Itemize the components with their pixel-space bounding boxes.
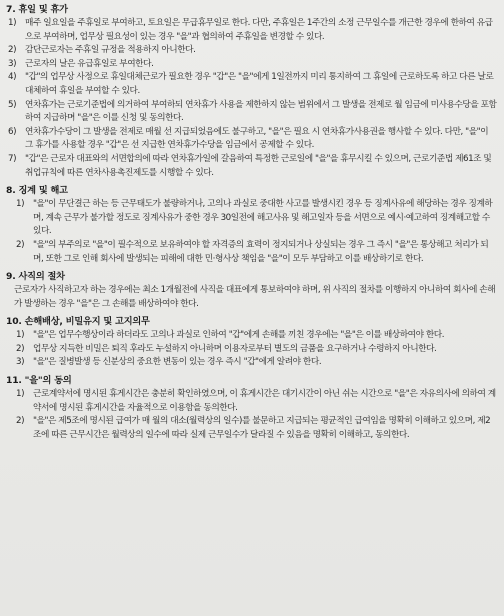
clause-number: 5) xyxy=(8,99,17,110)
clause-text: 연차휴가는 근로기준법에 의거하여 부여하되 연차휴가 사용을 제한하지 않는 범위에서 그 발생을 전제로 월 임금에 미사용수당을 포함하여 지급하며 "을"은 이를 신청 및 동의한다. xyxy=(25,99,497,124)
clause-number: 2) xyxy=(16,343,25,354)
section-discipline xyxy=(6,184,498,266)
clause-number: 2) xyxy=(16,239,25,250)
section-holidays xyxy=(6,3,498,180)
clause-text: "을"의 부주의로 "을"이 필수적으로 보유하여야 할 자격증의 효력이 정지되거나 상실되는 경우 그 즉시 "을"은 통상해고 처리가 되며, 또한 그로 인해 회사에 발생되는 피해에 대한 민·형사상 책임을 "을"이 모두 부담하고 이를 배상하기로 한다. xyxy=(33,239,489,264)
clause xyxy=(6,239,498,266)
clause xyxy=(6,17,498,44)
clause-text: "갑"은 근로자 대표와의 서면합의에 따라 연차휴가일에 갈음하여 특정한 근로일에 "을"을 휴무시킬 수 있으며, 근로기준법 제61조 및 취업규칙에 따른 연차사용촉진제도를 시행할 수 있다. xyxy=(25,153,492,178)
clause-number: 3) xyxy=(16,357,25,368)
clause-text: 근로계약서에 명시된 휴게시간은 충분히 확인하였으며, 이 휴게시간은 대기시간이 아닌 쉬는 시간으로 "을"은 자유의사에 의하여 계약서에 명시된 휴게시간을 자율적으로 이용함을 동의한다. xyxy=(33,389,496,413)
clause-text: "을"은 제5조에 명시된 급여가 매 월의 대소(월력상의 일수)를 불문하고 지급되는 평균적인 급여임을 명확히 이해하고 있으며, 제2조에 따른 근무시간은 월력상의 일수에 따라 실제 근무일수가 달라질 수 있음을 명확히 이해하고, 동의한다. xyxy=(33,416,491,440)
clause-number: 1) xyxy=(16,389,25,400)
clause-text: "갑"의 업무상 사정으로 휴일대체근로가 필요한 경우 "갑"은 "을"에게 1일전까지 미리 통지하여 그 휴일에 근로하도록 하고 다른 날로 대체하여 휴일을 부여할 수 있다. xyxy=(25,72,494,96)
clause-text: 매주 일요일을 주휴일로 부여하고, 토요일은 무급휴무일로 한다. 다만, 주휴일은 1주간의 소정 근무일수를 개근한 경우에 한하여 유급으로 부여하며, 업무상 필요성이 있는 경우 "을"과 협의하여 주휴일을 변경할 수 있다. xyxy=(25,18,493,42)
clause xyxy=(6,198,498,239)
clause-number: 7) xyxy=(8,153,17,164)
clause xyxy=(6,44,498,58)
section-title: 10. 손해배상, 비밀유지 및 고지의무 xyxy=(6,316,150,328)
clause xyxy=(6,329,498,343)
clause-number: 6) xyxy=(8,126,17,137)
clause-text: "을"은 업무수행상이라 하더라도 고의나 과실로 인하여 "갑"에게 손해를 끼친 경우에는 "을"은 이를 배상하여야 한다. xyxy=(33,330,445,341)
clause-number: 3) xyxy=(8,58,17,69)
clause-text: 근로자의 날은 유급휴일로 부여한다. xyxy=(25,58,154,69)
clause-number: 1) xyxy=(16,199,25,210)
section-consent xyxy=(6,374,498,442)
section-title: 7. 휴일 및 휴가 xyxy=(6,4,68,15)
clause-text: "을"은 질병발생 등 신분상의 중요한 변동이 있는 경우 즉시 "갑"에게 알려야 한다. xyxy=(33,357,322,368)
clause xyxy=(6,415,498,442)
clause xyxy=(6,99,498,126)
clause-number: 4) xyxy=(8,72,17,83)
clause xyxy=(6,356,498,370)
section-title: 8. 징계 및 해고 xyxy=(6,185,68,197)
section-title: 11. "을"의 동의 xyxy=(6,375,72,387)
clause-number: 2) xyxy=(16,416,25,427)
clause xyxy=(6,126,498,153)
clause-text: 감단근로자는 주휴일 규정을 적용하지 아니한다. xyxy=(25,45,196,56)
clause xyxy=(6,343,498,357)
clause-text: 업무상 지득한 비밀은 퇴직 후라도 누설하지 아니하며 이용자로부터 별도의 금품을 요구하거나 수령하지 아니한다. xyxy=(33,343,437,354)
clause-text: "을"이 무단결근 하는 등 근무태도가 불량하거나, 고의나 과실로 중대한 사고를 발생시킨 경우 등 징계사유에 해당하는 경우 징계하며, 계속 근무가 불가할 정도로 징계사유가 중한 경우 30일전에 해고사유 및 해고일자 등을 서면으로 예시·예고하여 징계해고할 수 있다. xyxy=(33,199,493,237)
clause xyxy=(6,71,498,98)
clause-number: 1) xyxy=(16,330,25,341)
section-title: 9. 사직의 절차 xyxy=(6,271,65,283)
clause-number: 1) xyxy=(8,18,17,28)
clause-number: 2) xyxy=(8,45,17,56)
clause xyxy=(6,153,498,180)
clause xyxy=(6,58,498,72)
section-damages xyxy=(6,315,498,370)
clause xyxy=(6,388,498,415)
section-resignation xyxy=(6,270,498,311)
clause-text: 연차휴가수당이 그 발생을 전제로 매월 선 지급되었음에도 불구하고, "을"은 필요 시 연차휴가사용권을 행사할 수 있다. 다만, "을"이 그 휴가를 사용할 경우 "갑"은 선 지급한 연차휴가수당을 임금에서 공제할 수 있다. xyxy=(25,126,489,151)
section-paragraph: 근로자가 사직하고자 하는 경우에는 최소 1개월전에 사직을 대표에게 통보하여야 하며, 위 사직의 절차를 이행하지 아니하여 회사에 손해가 발생하는 경우 "을"은 그 손해를 배상하여야 한다. xyxy=(14,285,496,309)
